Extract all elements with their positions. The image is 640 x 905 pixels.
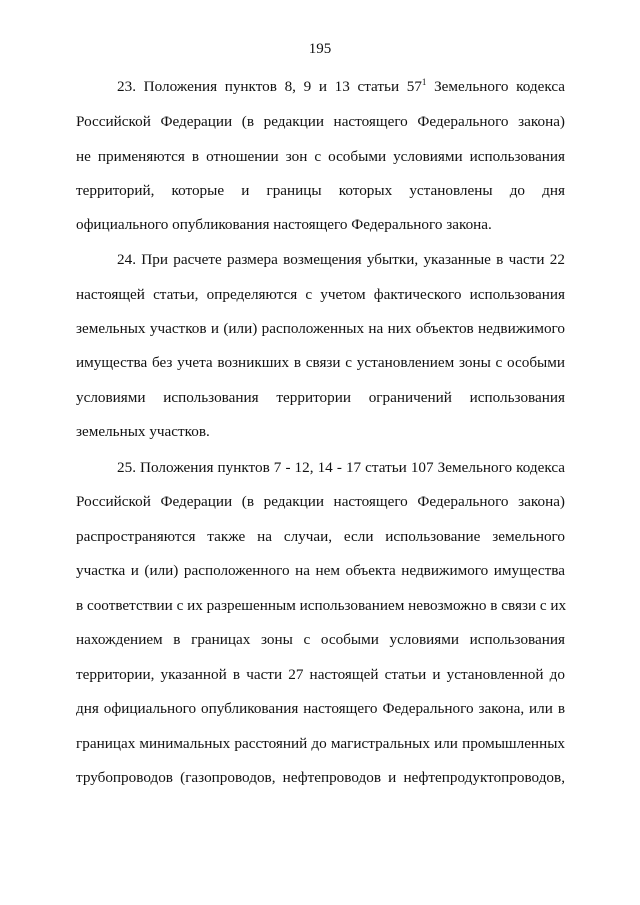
paragraph-25-line-9: границах минимальных расстояний до магистральных или промышленных	[76, 735, 565, 752]
paragraph-24-line-3: земельных участков и (или) расположенных на них объектов недвижимого	[76, 320, 565, 337]
paragraph-23-line-5: официального опубликования настоящего Федерального закона.	[76, 216, 492, 233]
paragraph-23-line-2: Российской Федерации (в редакции настоящего Федерального закона)	[76, 113, 565, 130]
page-number: 195	[308, 41, 332, 57]
paragraph-23-line-1-text-end: Земельного кодекса	[426, 78, 565, 95]
paragraph-25-line-2: Российской Федерации (в редакции настоящего Федерального закона)	[76, 493, 565, 510]
paragraph-25-line-10: трубопроводов (газопроводов, нефтепроводов и нефтепродуктопроводов,	[76, 769, 565, 786]
paragraph-23-line-1	[117, 78, 565, 96]
paragraph-24-line-5: условиями использования территории ограничений использования	[76, 389, 565, 406]
paragraph-25-line-6: нахождением в границах зоны с особыми условиями использования	[76, 631, 565, 648]
paragraph-24-line-2: настоящей статьи, определяются с учетом фактического использования	[76, 286, 565, 303]
paragraph-23-line-4: территорий, которые и границы которых установлены до дня	[76, 182, 565, 199]
paragraph-25-line-4: участка и (или) расположенного на нем объекта недвижимого имущества	[76, 562, 565, 579]
paragraph-25-line-5: в соответствии с их разрешенным использованием невозможно в связи с их	[76, 597, 567, 614]
superscript: 1	[421, 77, 427, 87]
paragraph-25-line-8: дня официального опубликования настоящего Федерального закона, или в	[76, 700, 565, 717]
paragraph-25-line-3: распространяются также на случаи, если использование земельного	[76, 528, 565, 545]
paragraph-25-line-1: 25. Положения пунктов 7 - 12, 14 - 17 статьи 107 Земельного кодекса	[117, 459, 565, 476]
paragraph-24-line-1: 24. При расчете размера возмещения убытки, указанные в части 22	[117, 251, 565, 268]
paragraph-24-line-6: земельных участков.	[76, 423, 210, 440]
paragraph-23-line-1-text: 23. Положения пунктов 8, 9 и 13 статьи 57	[117, 78, 422, 95]
paragraph-23-line-3: не применяются в отношении зон с особыми условиями использования	[76, 148, 565, 165]
paragraph-25-line-7: территории, указанной в части 27 настоящей статьи и установленной до	[76, 666, 565, 683]
paragraph-24-line-4: имущества без учета возникших в связи с установлением зоны с особыми	[76, 354, 565, 371]
